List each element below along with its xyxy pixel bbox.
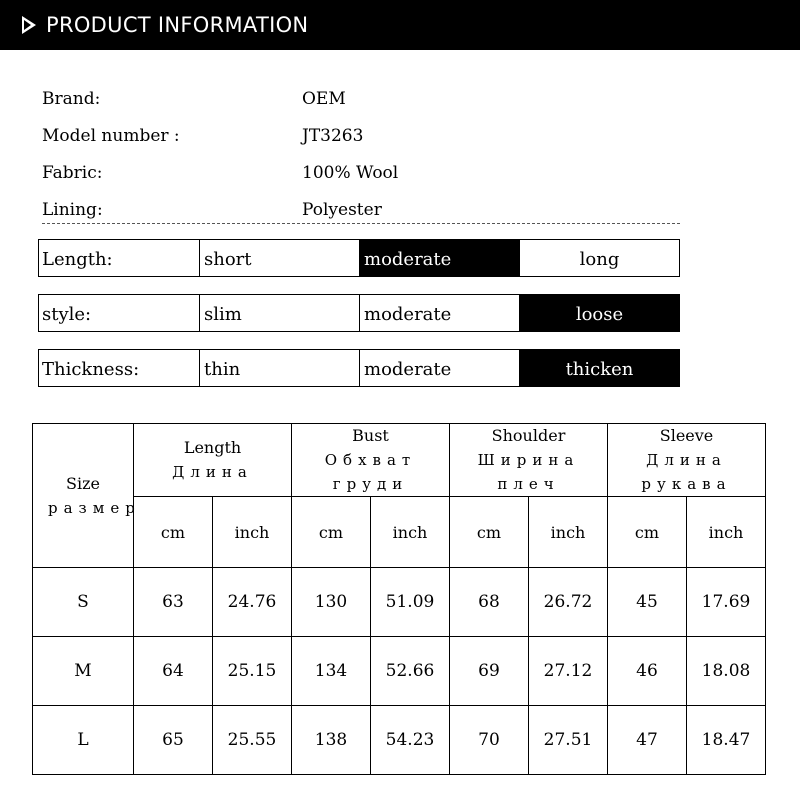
info-label: Fabric:: [42, 162, 103, 183]
attribute-label: Thickness:: [42, 359, 140, 380]
unit-cm: cm: [292, 497, 371, 568]
value-cell: 17.69: [687, 568, 766, 637]
attribute-option: long: [519, 240, 679, 276]
attribute-option: thin: [199, 350, 359, 386]
unit-inch: inch: [371, 497, 450, 568]
value-cell: 27.51: [529, 706, 608, 775]
group-name-ru: Обхват груди: [324, 451, 417, 493]
value-cell: 130: [292, 568, 371, 637]
value-cell: 25.55: [213, 706, 292, 775]
info-row-brand: [42, 80, 682, 117]
table-row: [33, 568, 766, 637]
info-value: Polyester: [302, 199, 382, 220]
value-cell: 25.15: [213, 637, 292, 706]
value-cell: 64: [134, 637, 213, 706]
group-name-ru: Длина рукава: [641, 451, 732, 493]
value-cell: 68: [450, 568, 529, 637]
group-name-en: Length: [183, 438, 242, 457]
size-header-ru: размер: [48, 498, 141, 517]
value-cell: 47: [608, 706, 687, 775]
group-header-sleeve: [608, 424, 766, 497]
dashed-divider: [42, 223, 680, 224]
attribute-option: moderate: [359, 350, 519, 386]
value-cell: 69: [450, 637, 529, 706]
section-title: PRODUCT INFORMATION: [46, 13, 309, 37]
value-cell: 134: [292, 637, 371, 706]
info-row-model: [42, 117, 682, 154]
value-cell: 51.09: [371, 568, 450, 637]
size-chart: [32, 423, 766, 775]
attribute-option-selected: moderate: [359, 240, 519, 276]
attribute-thickness: [38, 349, 680, 387]
group-header-bust: [292, 424, 450, 497]
info-value: JT3263: [302, 125, 364, 146]
attribute-style: [38, 294, 680, 332]
info-row-fabric: [42, 154, 682, 191]
attribute-label: Length:: [42, 249, 113, 270]
group-header-length: [134, 424, 292, 497]
value-cell: 65: [134, 706, 213, 775]
value-cell: 138: [292, 706, 371, 775]
table-row: [33, 637, 766, 706]
attribute-length: [38, 239, 680, 277]
value-cell: 52.66: [371, 637, 450, 706]
group-name-ru: Ширина плеч: [477, 451, 580, 493]
attribute-option-selected: thicken: [519, 350, 679, 386]
unit-inch: inch: [529, 497, 608, 568]
unit-cm: cm: [134, 497, 213, 568]
unit-inch: inch: [687, 497, 766, 568]
value-cell: 63: [134, 568, 213, 637]
value-cell: 46: [608, 637, 687, 706]
attribute-option-selected: loose: [519, 295, 679, 331]
info-label: Model number :: [42, 125, 180, 146]
group-header-shoulder: [450, 424, 608, 497]
attribute-option: short: [199, 240, 359, 276]
size-cell: L: [33, 706, 134, 775]
value-cell: 70: [450, 706, 529, 775]
unit-cm: cm: [608, 497, 687, 568]
size-cell: S: [33, 568, 134, 637]
group-name-ru: Длина: [172, 463, 253, 481]
info-value: OEM: [302, 88, 346, 109]
value-cell: 54.23: [371, 706, 450, 775]
info-label: Lining:: [42, 199, 103, 220]
section-header: [0, 0, 800, 50]
play-triangle-icon: [22, 16, 36, 34]
value-cell: 26.72: [529, 568, 608, 637]
size-cell: M: [33, 637, 134, 706]
group-name-en: Shoulder: [491, 426, 566, 445]
value-cell: 24.76: [213, 568, 292, 637]
group-name-en: Bust: [352, 426, 389, 445]
size-header: [33, 424, 141, 568]
attribute-option: moderate: [359, 295, 519, 331]
table-row: [33, 706, 766, 775]
size-header-en: Size: [66, 473, 100, 493]
group-name-en: Sleeve: [659, 426, 714, 445]
value-cell: 18.08: [687, 637, 766, 706]
product-info: [42, 80, 682, 228]
unit-cm: cm: [450, 497, 529, 568]
info-label: Brand:: [42, 88, 101, 109]
attribute-label: style:: [42, 304, 92, 325]
value-cell: 18.47: [687, 706, 766, 775]
info-value: 100% Wool: [302, 162, 399, 183]
value-cell: 45: [608, 568, 687, 637]
unit-inch: inch: [213, 497, 292, 568]
value-cell: 27.12: [529, 637, 608, 706]
attribute-option: slim: [199, 295, 359, 331]
